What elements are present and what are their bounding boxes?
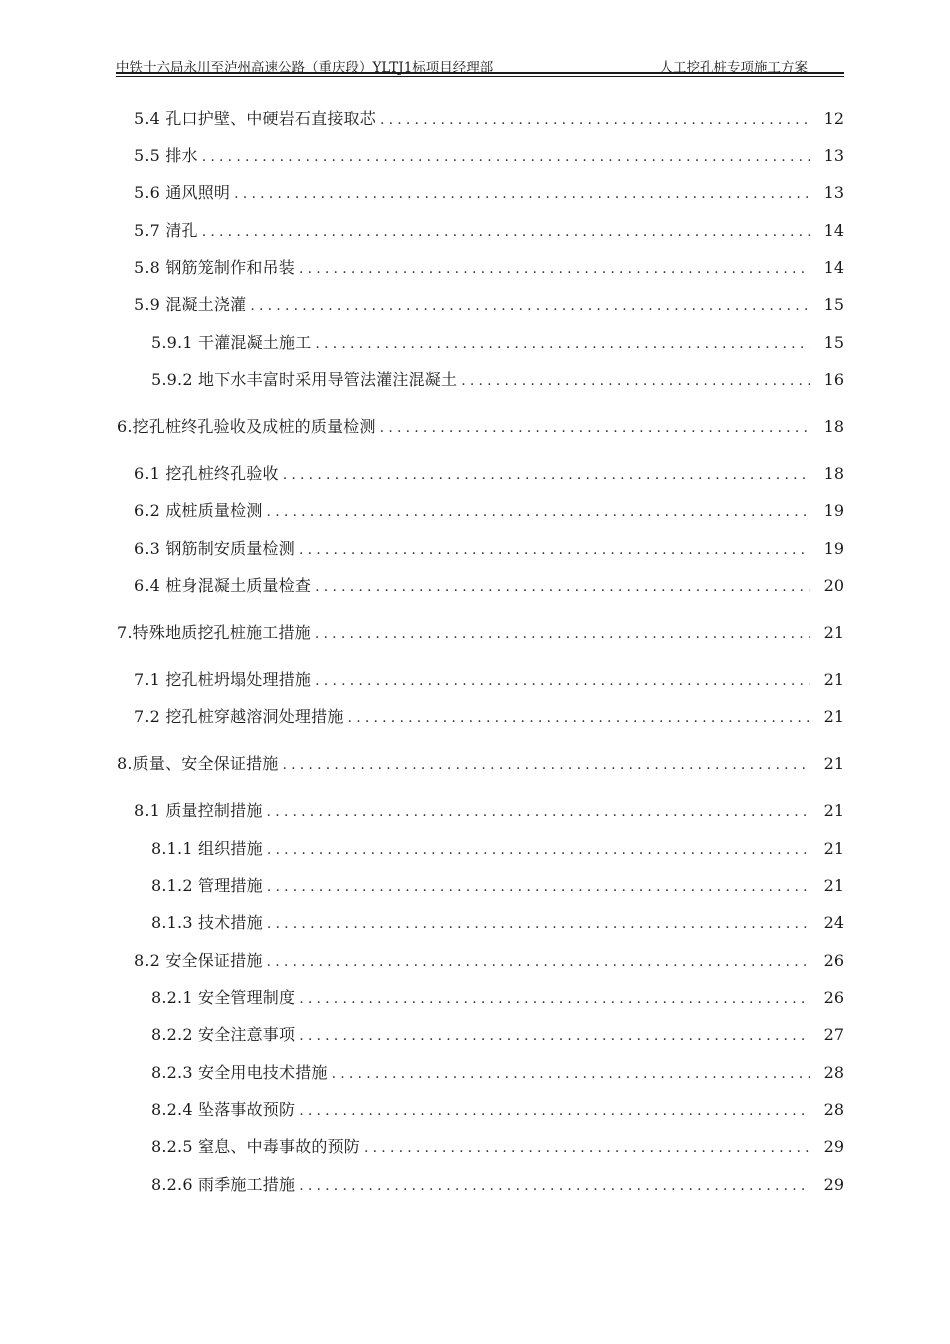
- toc-dot-leader: [332, 1063, 810, 1085]
- toc-entry[interactable]: [151, 1062, 844, 1084]
- toc-entry-label: 5.6 通风照明: [134, 183, 231, 202]
- toc-entry-page-number: 14: [823, 258, 844, 277]
- toc-dot-leader: [267, 951, 810, 973]
- toc-dot-leader: [299, 988, 810, 1010]
- toc-entry[interactable]: [151, 912, 844, 934]
- toc-entry-page-number: 21: [823, 801, 844, 820]
- toc-entry[interactable]: [151, 369, 844, 391]
- toc-entry-label: 7.特殊地质挖孔桩施工措施: [117, 623, 311, 642]
- toc-entry[interactable]: [134, 500, 844, 522]
- toc-dot-leader: [282, 754, 810, 776]
- toc-entry-page-number: 21: [823, 876, 844, 895]
- toc-entry-label: 8.2.1 安全管理制度: [151, 988, 296, 1007]
- toc-entry-page-number: 27: [823, 1025, 844, 1044]
- toc-entry[interactable]: [134, 220, 844, 242]
- toc-dot-leader: [250, 295, 810, 317]
- toc-entry-label: 6.3 钢筋制安质量检测: [134, 539, 295, 558]
- toc-entry[interactable]: [134, 950, 844, 972]
- toc-entry-label: 5.4 孔口护壁、中硬岩石直接取芯: [134, 109, 376, 128]
- toc-entry[interactable]: [134, 182, 844, 204]
- toc-entry[interactable]: [151, 1174, 844, 1196]
- toc-dot-leader: [283, 464, 810, 486]
- toc-entry[interactable]: [134, 800, 844, 822]
- toc-entry-page-number: 14: [823, 221, 844, 240]
- toc-entry-label: 8.1.1 组织措施: [151, 839, 263, 858]
- toc-entry-page-number: 28: [823, 1063, 844, 1082]
- toc-entry-label: 6.1 挖孔桩终孔验收: [134, 464, 279, 483]
- toc-entry-page-number: 20: [823, 576, 844, 595]
- toc-entry-page-number: 18: [823, 464, 844, 483]
- toc-entry-page-number: 21: [823, 839, 844, 858]
- toc-entry[interactable]: [151, 1024, 844, 1046]
- toc-entry-page-number: 28: [823, 1100, 844, 1119]
- toc-entry-page-number: 21: [823, 707, 844, 726]
- toc-dot-leader: [461, 370, 810, 392]
- toc-entry-page-number: 18: [823, 417, 844, 436]
- toc-entry-label: 8.2.5 窒息、中毒事故的预防: [151, 1137, 360, 1156]
- toc-entry[interactable]: [134, 538, 844, 560]
- toc-entry-page-number: 29: [823, 1175, 844, 1194]
- toc-entry-page-number: 21: [823, 754, 844, 773]
- toc-entry[interactable]: [151, 1136, 844, 1158]
- toc-entry[interactable]: [117, 622, 844, 644]
- toc-entry-page-number: 19: [823, 539, 844, 558]
- toc-entry-label: 6.2 成桩质量检测: [134, 501, 263, 520]
- toc-dot-leader: [202, 221, 810, 243]
- header-rule-thin: [116, 76, 844, 77]
- toc-entry[interactable]: [117, 753, 844, 775]
- toc-entry-label: 5.9 混凝土浇灌: [134, 295, 247, 314]
- toc-entry[interactable]: [117, 416, 844, 438]
- toc-entry-label: 7.2 挖孔桩穿越溶洞处理措施: [134, 707, 344, 726]
- toc-entry[interactable]: [134, 294, 844, 316]
- toc-dot-leader: [267, 839, 810, 861]
- toc-entry[interactable]: [151, 875, 844, 897]
- toc-entry[interactable]: [134, 669, 844, 691]
- toc-dot-leader: [348, 707, 810, 729]
- toc-entry[interactable]: [151, 838, 844, 860]
- toc-dot-leader: [299, 539, 810, 561]
- toc-entry[interactable]: [134, 706, 844, 728]
- toc-dot-leader: [364, 1137, 810, 1159]
- toc-entry-label: 8.2 安全保证措施: [134, 951, 263, 970]
- toc-entry-label: 5.5 排水: [134, 146, 198, 165]
- toc-dot-leader: [315, 623, 810, 645]
- toc-entry-page-number: 24: [823, 913, 844, 932]
- toc-entry-label: 8.1.3 技术措施: [151, 913, 263, 932]
- toc-entry-label: 5.7 清孔: [134, 221, 198, 240]
- toc-entry[interactable]: [134, 145, 844, 167]
- toc-entry[interactable]: [151, 332, 844, 354]
- toc-entry-page-number: 16: [823, 370, 844, 389]
- toc-entry-label: 5.8 钢筋笼制作和吊装: [134, 258, 295, 277]
- toc-dot-leader: [267, 501, 810, 523]
- toc-entry-label: 6.4 桩身混凝土质量检查: [134, 576, 312, 595]
- toc-entry-page-number: 29: [823, 1137, 844, 1156]
- toc-entry-page-number: 15: [823, 295, 844, 314]
- toc-entry-label: 8.2.2 安全注意事项: [151, 1025, 296, 1044]
- toc-entry[interactable]: [151, 987, 844, 1009]
- toc-entry[interactable]: [151, 1099, 844, 1121]
- toc-entry-page-number: 13: [823, 146, 844, 165]
- toc-dot-leader: [315, 670, 810, 692]
- toc-entry-label: 6.挖孔桩终孔验收及成桩的质量检测: [117, 417, 376, 436]
- toc-dot-leader: [202, 146, 810, 168]
- toc-entry-label: 8.2.4 坠落事故预防: [151, 1100, 296, 1119]
- toc-entry-page-number: 15: [823, 333, 844, 352]
- toc-entry-label: 5.9.1 干灌混凝土施工: [151, 333, 312, 352]
- toc-entry-label: 8.2.6 雨季施工措施: [151, 1175, 296, 1194]
- toc-dot-leader: [315, 333, 810, 355]
- toc-dot-leader: [299, 1175, 810, 1197]
- toc-dot-leader: [267, 913, 810, 935]
- toc-dot-leader: [299, 258, 810, 280]
- toc-dot-leader: [380, 109, 810, 131]
- toc-entry-page-number: 19: [823, 501, 844, 520]
- toc-entry-label: 5.9.2 地下水丰富时采用导管法灌注混凝土: [151, 370, 458, 389]
- toc-dot-leader: [299, 1025, 810, 1047]
- toc-dot-leader: [315, 576, 810, 598]
- toc-entry-label: 8.1 质量控制措施: [134, 801, 263, 820]
- toc-entry-page-number: 13: [823, 183, 844, 202]
- toc-entry-page-number: 12: [823, 109, 844, 128]
- toc-entry[interactable]: [134, 257, 844, 279]
- toc-entry-label: 7.1 挖孔桩坍塌处理措施: [134, 670, 312, 689]
- toc-entry-label: 8.质量、安全保证措施: [117, 754, 279, 773]
- toc-entry-page-number: 21: [823, 670, 844, 689]
- toc-entry[interactable]: [134, 575, 844, 597]
- toc-entry-page-number: 26: [823, 988, 844, 1007]
- toc-entry-page-number: 26: [823, 951, 844, 970]
- toc-entry-label: 8.1.2 管理措施: [151, 876, 263, 895]
- toc-dot-leader: [380, 417, 810, 439]
- toc-dot-leader: [299, 1100, 810, 1122]
- toc-dot-leader: [234, 183, 810, 205]
- header-rule-thick: [116, 72, 844, 74]
- toc-entry[interactable]: [134, 108, 844, 130]
- toc-dot-leader: [267, 876, 810, 898]
- header-document-title: 人工挖孔桩专项施工方案: [659, 60, 808, 76]
- header-project-name: 中铁十六局永川至泸州高速公路（重庆段）YLTJ1标项目经理部: [116, 60, 494, 76]
- toc-entry-page-number: 21: [823, 623, 844, 642]
- toc-entry-label: 8.2.3 安全用电技术措施: [151, 1063, 328, 1082]
- toc-entry[interactable]: [134, 463, 844, 485]
- toc-dot-leader: [267, 801, 810, 823]
